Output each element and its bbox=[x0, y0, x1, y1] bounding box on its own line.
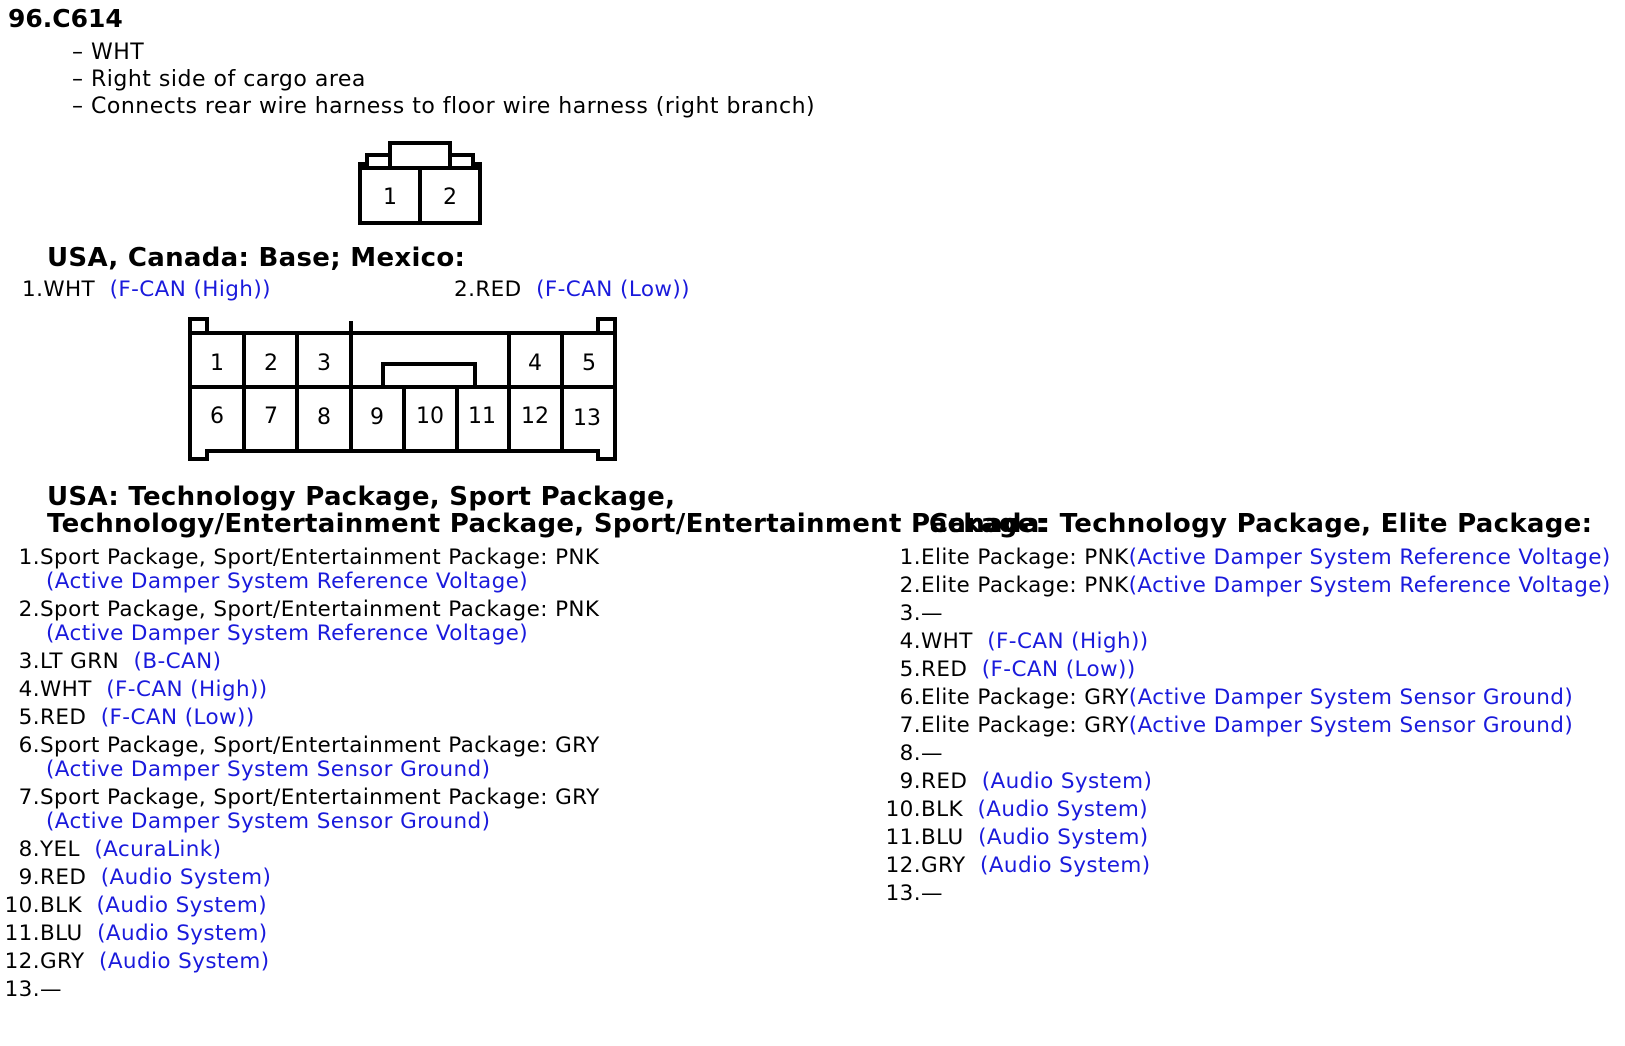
pin-entry-11 bbox=[0, 922, 268, 946]
pin-number: 11. bbox=[4, 921, 40, 946]
large-pin-11: 11 bbox=[468, 404, 496, 429]
pin-number: 6. bbox=[18, 733, 40, 758]
wire-color: Elite Package: PNK bbox=[921, 545, 1129, 570]
pin-function: (Audio System) bbox=[978, 825, 1149, 850]
small-pin-2: 2 bbox=[443, 185, 457, 210]
connector-description-line bbox=[72, 94, 815, 119]
large-pin-9: 9 bbox=[370, 405, 384, 430]
pin-function: (F-CAN (High)) bbox=[106, 677, 268, 702]
bullet: – bbox=[72, 67, 84, 92]
large-pin-4: 4 bbox=[528, 351, 542, 376]
wire-color: Elite Package: GRY bbox=[921, 685, 1129, 710]
connector-color: WHT bbox=[91, 40, 145, 65]
bullet: – bbox=[72, 94, 84, 119]
pin-function: (F-CAN (Low)) bbox=[536, 277, 690, 302]
wire-color: GRY bbox=[40, 949, 85, 974]
connector-description: Connects rear wire harness to floor wire harness (right branch) bbox=[91, 94, 816, 119]
wire-color: YEL bbox=[40, 837, 80, 862]
pin-function: (F-CAN (High)) bbox=[987, 629, 1149, 654]
connector-color-line bbox=[72, 40, 144, 65]
pin-entry-3 bbox=[880, 602, 943, 626]
wire-color: BLU bbox=[921, 825, 964, 850]
pin-number: 5. bbox=[18, 705, 40, 730]
pin-entry-13 bbox=[0, 978, 62, 1002]
pin-entry-13 bbox=[880, 882, 943, 906]
pin-number: 4. bbox=[18, 677, 40, 702]
pin-number: 5. bbox=[899, 657, 921, 682]
canada-section-heading: Canada: Technology Package, Elite Package: bbox=[929, 509, 1593, 539]
wire-color: Sport Package, Sport/Entertainment Package: PNK bbox=[40, 597, 600, 622]
bullet: – bbox=[72, 40, 84, 65]
wire-color: Sport Package, Sport/Entertainment Package: GRY bbox=[40, 733, 600, 758]
pin-entry-4 bbox=[0, 678, 268, 702]
pin-function: (F-CAN (Low)) bbox=[981, 657, 1136, 682]
pin-number: 9. bbox=[18, 865, 40, 890]
pin-entry-7 bbox=[0, 786, 600, 834]
pin-function: (Audio System) bbox=[100, 865, 272, 890]
pin-number: 7. bbox=[899, 713, 921, 738]
wire-color: RED bbox=[921, 657, 968, 682]
wire-color: GRY bbox=[921, 853, 966, 878]
pin-function: (Active Damper System Sensor Ground) bbox=[46, 809, 491, 834]
large-pin-10: 10 bbox=[416, 404, 444, 429]
wire-color: BLK bbox=[921, 797, 964, 822]
pin-entry-9 bbox=[880, 770, 1152, 794]
pin-entry-5 bbox=[0, 706, 255, 730]
pin-number: 10. bbox=[885, 797, 921, 822]
large-pin-8: 8 bbox=[317, 405, 331, 430]
pin-entry-6 bbox=[0, 734, 600, 782]
large-pin-7: 7 bbox=[264, 404, 278, 429]
wire-color: Elite Package: GRY bbox=[921, 713, 1129, 738]
pin-function: (Active Damper System Sensor Ground) bbox=[46, 757, 491, 782]
pin-number: 1. bbox=[899, 545, 921, 570]
pin-number: 6. bbox=[899, 685, 921, 710]
wire-color: — bbox=[921, 741, 943, 766]
wire-color: WHT bbox=[43, 277, 96, 302]
pin-entry-1 bbox=[0, 546, 599, 594]
wire-color: WHT bbox=[921, 629, 973, 654]
pin-entry-10 bbox=[0, 894, 267, 918]
base-section-heading: USA, Canada: Base; Mexico: bbox=[47, 243, 466, 273]
pin-number: 2. bbox=[18, 597, 40, 622]
pin-entry-8 bbox=[0, 838, 221, 862]
pin-number: 11. bbox=[885, 825, 921, 850]
pin-entry-7 bbox=[880, 714, 1573, 738]
pin-number: 8. bbox=[899, 741, 921, 766]
wire-color: RED bbox=[921, 769, 968, 794]
wire-color: RED bbox=[40, 865, 87, 890]
wire-color: Elite Package: PNK bbox=[921, 573, 1129, 598]
connector-location-line bbox=[72, 67, 366, 92]
pin-number: 9. bbox=[899, 769, 921, 794]
pin-function: (AcuraLink) bbox=[94, 837, 222, 862]
large-pin-6: 6 bbox=[210, 404, 224, 429]
pin-function: (Active Damper System Sensor Ground) bbox=[1128, 685, 1574, 710]
pin-entry-9 bbox=[0, 866, 271, 890]
small-pin-1: 1 bbox=[383, 185, 397, 210]
pin-number: 10. bbox=[4, 893, 40, 918]
pin-function: (Audio System) bbox=[96, 893, 267, 918]
pin-entry-2 bbox=[880, 574, 1611, 598]
base-pin-1 bbox=[22, 278, 271, 302]
pin-number: 8. bbox=[18, 837, 40, 862]
base-pin-2 bbox=[454, 278, 690, 302]
pin-number: 7. bbox=[18, 785, 40, 810]
large-pin-5: 5 bbox=[582, 351, 596, 376]
pin-entry-5 bbox=[880, 658, 1136, 682]
wire-color: RED bbox=[40, 705, 87, 730]
pin-entry-11 bbox=[880, 826, 1149, 850]
wire-color: BLU bbox=[40, 921, 83, 946]
pin-entry-8 bbox=[880, 742, 943, 766]
pin-function: (Active Damper System Sensor Ground) bbox=[1128, 713, 1574, 738]
pin-function: (Audio System) bbox=[97, 921, 268, 946]
pin-entry-6 bbox=[880, 686, 1573, 710]
pin-number: 3. bbox=[18, 649, 40, 674]
pin-entry-1 bbox=[880, 546, 1611, 570]
pin-number: 12. bbox=[885, 853, 921, 878]
wire-color: — bbox=[921, 601, 943, 626]
wire-color: Sport Package, Sport/Entertainment Package: PNK bbox=[40, 545, 600, 570]
pin-entry-10 bbox=[880, 798, 1148, 822]
wire-color: WHT bbox=[40, 677, 92, 702]
wire-color: BLK bbox=[40, 893, 83, 918]
usa-section-heading-line1: USA: Technology Package, Sport Package, bbox=[47, 482, 676, 512]
connector-title: 96.C614 bbox=[8, 4, 123, 33]
pin-function: (Active Damper System Reference Voltage) bbox=[46, 621, 529, 646]
pin-number: 13. bbox=[4, 977, 40, 1002]
pin-number: 4. bbox=[899, 629, 921, 654]
pin-entry-12 bbox=[0, 950, 270, 974]
usa-section-heading-line2: Technology/Entertainment Package, Sport/Entertainment Package: bbox=[47, 509, 1047, 539]
connector-location: Right side of cargo area bbox=[91, 67, 366, 92]
pin-function: (Audio System) bbox=[980, 853, 1151, 878]
pin-number: 1. bbox=[22, 277, 44, 302]
pin-function: (Audio System) bbox=[977, 797, 1148, 822]
pin-function: (F-CAN (High)) bbox=[109, 277, 271, 302]
pin-entry-2 bbox=[0, 598, 599, 646]
pin-function: (B-CAN) bbox=[133, 649, 222, 674]
pin-number: 2. bbox=[454, 277, 476, 302]
pin-function: (Active Damper System Reference Voltage) bbox=[1128, 573, 1611, 598]
pin-function: (Active Damper System Reference Voltage) bbox=[46, 569, 529, 594]
pin-number: 3. bbox=[899, 601, 921, 626]
wire-color: LT GRN bbox=[40, 649, 120, 674]
large-pin-12: 12 bbox=[521, 404, 549, 429]
pin-entry-3 bbox=[0, 650, 221, 674]
pin-entry-12 bbox=[880, 854, 1151, 878]
wire-color: RED bbox=[475, 277, 522, 302]
pin-number: 13. bbox=[885, 881, 921, 906]
wire-color: Sport Package, Sport/Entertainment Package: GRY bbox=[40, 785, 600, 810]
large-pin-13: 13 bbox=[573, 406, 601, 431]
large-connector-diagram bbox=[185, 313, 625, 467]
large-pin-3: 3 bbox=[317, 351, 331, 376]
pin-number: 12. bbox=[4, 949, 40, 974]
pin-function: (Audio System) bbox=[99, 949, 270, 974]
pin-function: (F-CAN (Low)) bbox=[100, 705, 255, 730]
large-pin-1: 1 bbox=[210, 351, 224, 376]
large-pin-2: 2 bbox=[264, 351, 278, 376]
pin-number: 1. bbox=[18, 545, 40, 570]
pin-entry-4 bbox=[880, 630, 1149, 654]
wire-color: — bbox=[921, 881, 943, 906]
pin-function: (Audio System) bbox=[981, 769, 1153, 794]
small-connector-diagram bbox=[355, 138, 487, 230]
wire-color: — bbox=[40, 977, 62, 1002]
pin-number: 2. bbox=[899, 573, 921, 598]
pin-function: (Active Damper System Reference Voltage) bbox=[1128, 545, 1611, 570]
